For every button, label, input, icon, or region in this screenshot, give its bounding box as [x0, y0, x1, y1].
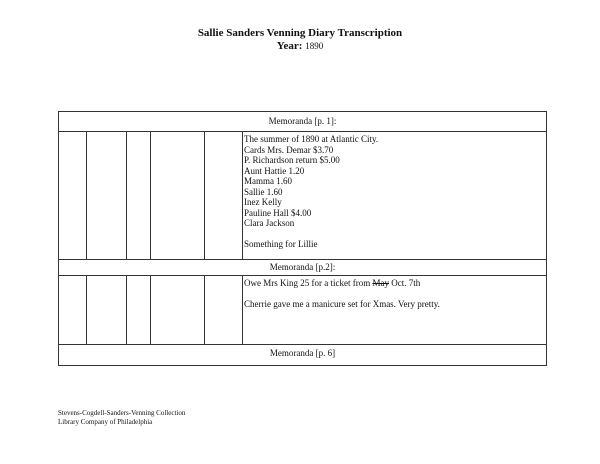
- blank-line: [244, 229, 542, 240]
- entry-line-pre: Owe Mrs King 25 for a ticket from: [244, 278, 373, 288]
- section-heading-p6: Memoranda [p. 6]: [269, 348, 336, 358]
- entry-line: [244, 278, 542, 289]
- entry-line: P. Richardson return $5.00: [244, 155, 340, 165]
- column-divider: [242, 276, 243, 344]
- column-divider: [242, 132, 243, 259]
- section-heading-p2: Memoranda [p.2]:: [59, 260, 546, 276]
- blank-line: [244, 289, 542, 300]
- column-divider: [86, 276, 87, 344]
- section-grid-p2: [59, 276, 546, 345]
- entry-line: Inez Kelly: [244, 197, 282, 207]
- entry-line: Something for Lillie: [244, 239, 318, 249]
- footer-library: Library Company of Philadelphia: [58, 418, 153, 426]
- column-divider: [204, 276, 205, 344]
- year-label: Year:: [276, 40, 303, 52]
- column-divider: [150, 132, 151, 259]
- entry-line-post: Oct. 7th: [388, 278, 421, 288]
- section-heading-p1: Memoranda [p. 1]:: [59, 112, 546, 132]
- column-divider: [204, 132, 205, 259]
- entry-line: Mamma 1.60: [244, 176, 292, 186]
- transcription-table: [58, 111, 547, 366]
- column-divider: [86, 132, 87, 259]
- entry-line: Sallie 1.60: [244, 186, 283, 197]
- footer: [58, 409, 185, 427]
- document-title: Sallie Sanders Venning Diary Transcription: [197, 27, 403, 39]
- footer-collection: Stevens-Cogdell-Sanders-Venning Collection: [58, 409, 186, 417]
- column-divider: [150, 276, 151, 344]
- entry-line: Aunt Hattie 1.20: [244, 165, 305, 176]
- entry-line: Cherrie gave me a manicure set for Xmas. Very pretty.: [244, 299, 440, 309]
- section-grid-p1: [59, 132, 546, 260]
- entry-line: Pauline Hall $4.00: [244, 207, 312, 218]
- entry-line: The summer of 1890 at Atlantic City.: [244, 134, 379, 144]
- column-divider: [126, 132, 127, 259]
- entry-line: Cards Mrs. Demar $3.70: [244, 144, 334, 155]
- struck-word: May: [372, 278, 389, 288]
- entry-text-p2: [244, 278, 542, 310]
- column-divider: [126, 276, 127, 344]
- entry-line: Clara Jackson: [244, 218, 295, 228]
- entry-text-p1: [244, 134, 542, 250]
- year-line: [0, 40, 600, 53]
- year-value: 1890: [305, 41, 324, 51]
